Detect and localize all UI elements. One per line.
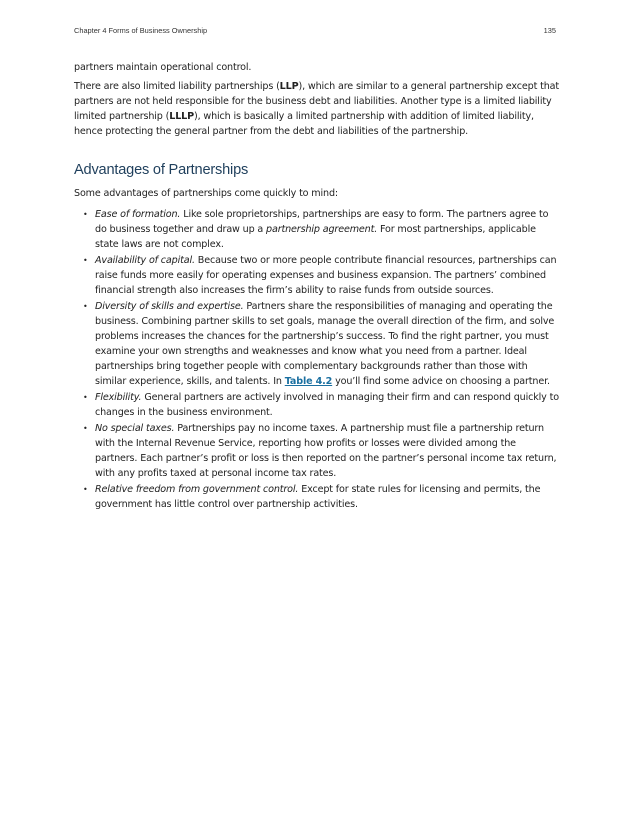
- item-text: Because two or more people contribute financial resources, partnerships can raise funds more easily for operating expenses and business expansion. The partners’ combined financial strength also increases the firm’s ability to raise funds from outside sources.: [95, 255, 557, 296]
- item-text: For most partnerships, applicable state laws are not complex.: [95, 224, 536, 250]
- page-number: 135: [543, 26, 556, 35]
- item-term: Ease of formation.: [95, 209, 181, 220]
- llp-text-3: ), which is basically a limited partnership with addition of limited liability, hence protecting the general partner from the debt and liabilities of the partnership.: [74, 111, 534, 137]
- llp-paragraph: [74, 79, 560, 139]
- item-text: Except for state rules for licensing and permits, the government has little control over partnership activities.: [95, 484, 541, 510]
- section-lead: Some advantages of partnerships come quickly to mind:: [74, 188, 338, 199]
- bullet-icon: •: [83, 424, 88, 433]
- item-text: Partners share the responsibilities of managing and operating the business. Combining partner skills to set goals, manage the overall direction of the firm, and solve problems increases the chances for the partnership’s success. To find the right partner, you must examine your own strengths and weaknesses and know what you need from a partner. Ideal partnerships bring together people with complementary backgrounds rather than those with similar experience, skills, and talents. In: [95, 301, 555, 387]
- list-item: [74, 390, 560, 420]
- item-text: General partners are actively involved in managing their firm and can respond quickly to changes in the business environment.: [95, 392, 559, 418]
- bullet-icon: •: [83, 302, 88, 311]
- list-item: [74, 299, 560, 389]
- bullet-icon: •: [83, 485, 88, 494]
- item-term: Flexibility.: [95, 392, 142, 403]
- list-item: [74, 253, 560, 298]
- item-text: you’ll find some advice on choosing a partner.: [332, 376, 550, 387]
- item-term: Diversity of skills and expertise.: [95, 301, 244, 312]
- bullet-icon: •: [83, 210, 88, 219]
- list-item: [74, 421, 560, 481]
- section-heading: Advantages of Partnerships: [74, 162, 249, 178]
- item-text: Like sole proprietorships, partnerships are easy to form. The partners agree to do business together and draw up a: [95, 209, 549, 235]
- page-content: [74, 60, 560, 513]
- item-term: Relative freedom from government control.: [95, 484, 299, 495]
- list-item: [74, 207, 560, 252]
- item-emphasis: partnership agreement.: [266, 224, 378, 235]
- llp-abbr: LLP: [279, 81, 299, 92]
- list-item: [74, 482, 560, 512]
- item-term: No special taxes.: [95, 423, 175, 434]
- bullet-icon: •: [83, 393, 88, 402]
- llp-text-1: There are also limited liability partnerships (: [74, 81, 280, 92]
- running-header-chapter: Chapter 4 Forms of Business Ownership: [74, 26, 208, 35]
- advantages-list: [74, 207, 560, 512]
- item-text: Partnerships pay no income taxes. A partnership must file a partnership return with the Internal Revenue Service, reporting how profits or losses were divided among the partners. Each partner’s profit or loss is then reported on the partner’s personal income tax return, with any profits taxed at personal income tax rates.: [95, 423, 557, 479]
- llp-text-2: ), which are similar to a general partnership except that partners are not held responsible for the business debt and liabilities. Another type is a limited liability limited partnership (: [74, 81, 559, 122]
- item-term: Availability of capital.: [95, 255, 195, 266]
- lllp-abbr: LLLP: [169, 111, 195, 122]
- bullet-icon: •: [83, 256, 88, 265]
- continued-paragraph: partners maintain operational control.: [74, 62, 252, 73]
- table-4-2-link[interactable]: Table 4.2: [284, 376, 333, 387]
